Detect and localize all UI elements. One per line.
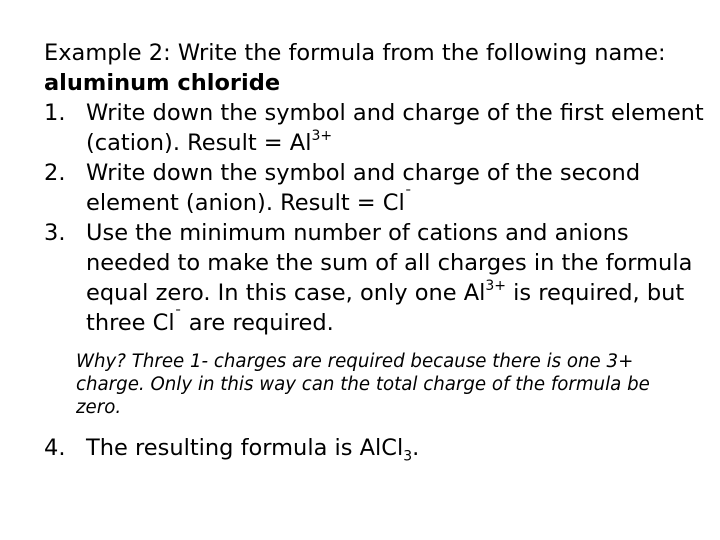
step-1 — [44, 98, 704, 158]
step-4-subscript: 3 — [403, 448, 413, 465]
step-4-number: 4. — [44, 435, 66, 461]
slide-text-body — [44, 38, 704, 463]
step-1-charge: 3+ — [311, 127, 333, 144]
step-3-text-c: are required. — [181, 310, 334, 336]
step-2-charge: ˉ — [404, 187, 412, 204]
step-2-text: Write down the symbol and charge of the second element (anion). Result = Cl — [86, 160, 641, 216]
example-intro — [44, 38, 704, 98]
step-3 — [44, 218, 704, 338]
step-4-period: . — [412, 435, 420, 461]
step-4 — [44, 433, 704, 463]
step-1-text: Write down the symbol and charge of the first element (cation). Result = Al — [86, 100, 704, 156]
step-3-number: 3. — [44, 220, 66, 246]
why-note: Why? Three 1- charges are required because there is one 3+ charge. Only in this way can the total charge of the formula be zero. — [76, 351, 650, 418]
step-3-text-b: is required, but three Cl — [86, 280, 685, 336]
step-1-number: 1. — [44, 100, 66, 126]
step-4-text: The resulting formula is AlCl — [86, 435, 404, 461]
step-3-text-a: Use the minimum number of cations and anions needed to make the sum of all charges in the formula equal zero. In this case, only one Al — [86, 220, 693, 306]
step-3-charge-a: 3+ — [485, 277, 506, 294]
intro-text: Example 2: Write the formula from the following name: — [44, 40, 666, 66]
compound-name: aluminum chloride — [44, 70, 281, 96]
step-2 — [44, 158, 704, 218]
step-3-charge-b: ˉ — [174, 307, 182, 324]
step-2-number: 2. — [44, 160, 66, 186]
